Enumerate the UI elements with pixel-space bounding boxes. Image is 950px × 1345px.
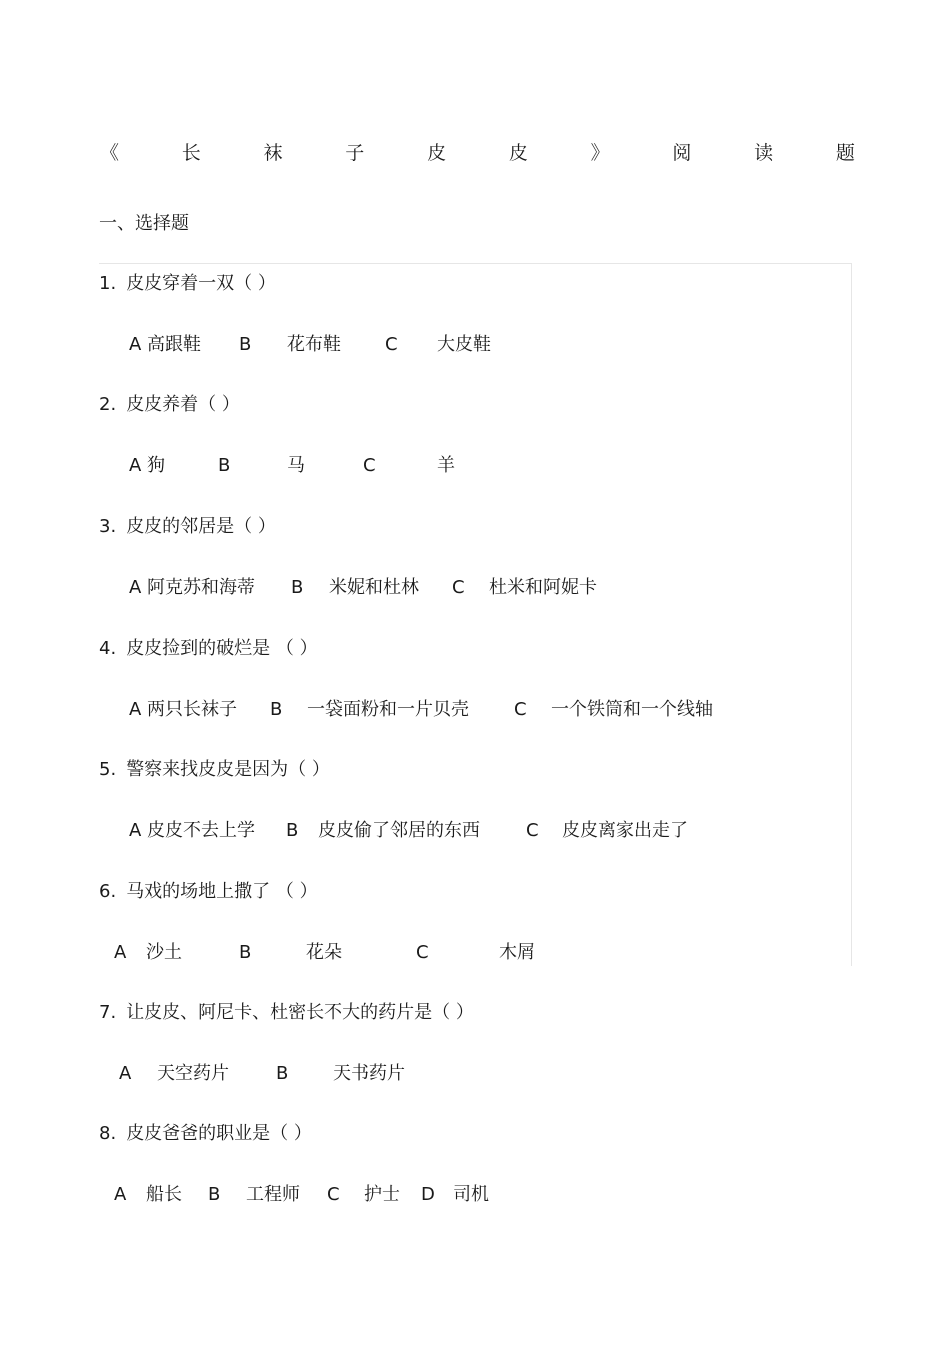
title-char: 阅 — [672, 142, 692, 164]
option-letter: A — [119, 1063, 132, 1084]
option-text: A 皮皮不去上学 — [129, 820, 256, 841]
option-text: A 两只长袜子 — [129, 699, 238, 720]
frame-border-top — [99, 263, 851, 264]
title-char: 》 — [590, 142, 610, 164]
option-text: 马 — [287, 455, 305, 476]
option-letter: B — [276, 1063, 289, 1084]
option-letter: B — [239, 942, 252, 963]
question-text: 皮皮穿着一双（ ） — [126, 273, 276, 294]
question-7 — [99, 1000, 474, 1026]
option-text: A 阿克苏和海蒂 — [129, 577, 256, 598]
question-3 — [99, 514, 276, 540]
title-char: 长 — [181, 142, 201, 164]
question-text: 让皮皮、阿尼卡、杜密长不大的药片是（ ） — [126, 1002, 474, 1023]
option-letter: A — [114, 942, 127, 963]
option-text: 木屑 — [499, 942, 535, 963]
title-char: 皮 — [427, 142, 447, 164]
question-number: 7. — [99, 1002, 117, 1023]
question-number: 3. — [99, 516, 117, 537]
option-text: 天空药片 — [157, 1063, 229, 1084]
title-char: 子 — [345, 142, 365, 164]
option-letter: C — [385, 334, 398, 355]
option-text: 一袋面粉和一片贝壳 — [307, 699, 469, 720]
option-text: 大皮鞋 — [437, 334, 491, 355]
frame-border-right — [851, 263, 852, 966]
option-text: 一个铁筒和一个线轴 — [551, 699, 713, 720]
option-text: 护士 — [364, 1184, 400, 1205]
option-letter: D — [421, 1184, 435, 1205]
option-text: 羊 — [437, 455, 455, 476]
option-letter: B — [208, 1184, 221, 1205]
question-number: 6. — [99, 881, 117, 902]
document-title — [100, 140, 855, 166]
option-letter: C — [514, 699, 527, 720]
question-8 — [99, 1121, 312, 1147]
question-1 — [99, 271, 276, 297]
question-text: 皮皮的邻居是（ ） — [126, 516, 276, 537]
option-text: 花朵 — [306, 942, 342, 963]
question-6 — [99, 879, 318, 905]
option-letter: B — [218, 455, 231, 476]
option-letter: B — [286, 820, 299, 841]
title-char: 题 — [835, 142, 855, 164]
question-4 — [99, 636, 318, 662]
option-letter: B — [239, 334, 252, 355]
option-letter: A — [114, 1184, 127, 1205]
option-letter: C — [416, 942, 429, 963]
option-text: 沙土 — [146, 942, 182, 963]
option-text: 天书药片 — [333, 1063, 405, 1084]
option-text: 工程师 — [246, 1184, 300, 1205]
title-char: 读 — [754, 142, 774, 164]
option-letter: C — [327, 1184, 340, 1205]
question-2 — [99, 392, 240, 418]
question-text: 皮皮捡到的破烂是 （ ） — [126, 638, 318, 659]
question-text: 皮皮养着（ ） — [126, 394, 240, 415]
title-char: 皮 — [508, 142, 528, 164]
option-text: 船长 — [146, 1184, 182, 1205]
section-heading: 一、选择题 — [99, 213, 189, 234]
question-number: 2. — [99, 394, 117, 415]
question-text: 马戏的场地上撒了 （ ） — [126, 881, 318, 902]
question-text: 警察来找皮皮是因为（ ） — [126, 759, 330, 780]
option-text: 司机 — [453, 1184, 489, 1205]
option-text: 杜米和阿妮卡 — [489, 577, 597, 598]
option-text: 皮皮离家出走了 — [562, 820, 688, 841]
title-char: 袜 — [263, 142, 283, 164]
option-text: 米妮和杜林 — [329, 577, 419, 598]
option-letter: C — [452, 577, 465, 598]
option-text: 皮皮偷了邻居的东西 — [318, 820, 480, 841]
question-number: 1. — [99, 273, 117, 294]
option-text: A 高跟鞋 — [129, 334, 202, 355]
question-number: 4. — [99, 638, 117, 659]
title-char: 《 — [100, 142, 120, 164]
option-letter: B — [270, 699, 283, 720]
question-text: 皮皮爸爸的职业是（ ） — [126, 1123, 312, 1144]
option-text: A 狗 — [129, 455, 166, 476]
question-number: 5. — [99, 759, 117, 780]
question-5 — [99, 757, 330, 783]
option-letter: C — [363, 455, 376, 476]
option-text: 花布鞋 — [287, 334, 341, 355]
question-number: 8. — [99, 1123, 117, 1144]
option-letter: C — [526, 820, 539, 841]
option-letter: B — [291, 577, 304, 598]
